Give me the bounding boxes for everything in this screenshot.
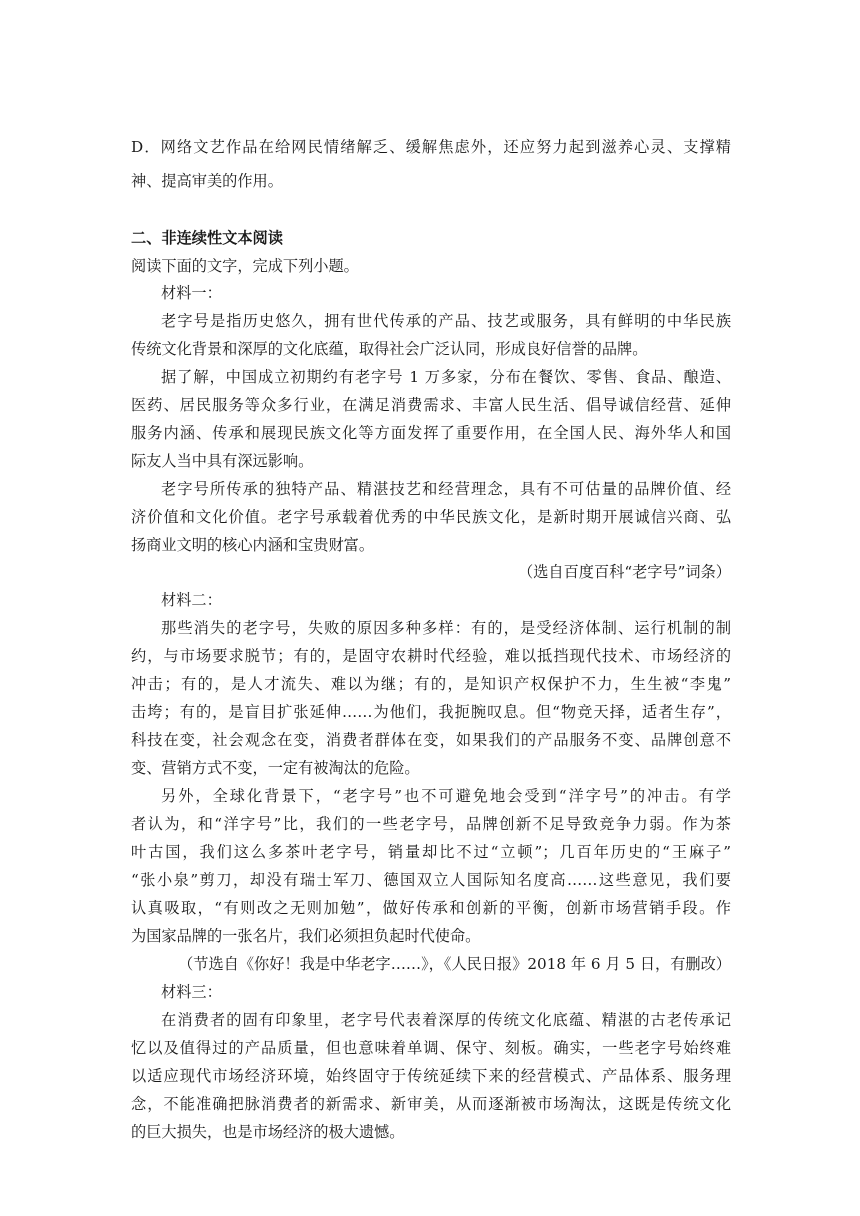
paragraph-line: 击垮；有的，是盲目扩张延伸……为他们，我扼腕叹息。但“物竞天择，适者生存”， bbox=[131, 703, 731, 721]
paragraph-line: 忆以及值得过的产品质量，但也意味着单调、保守、刻板。确实，一些老字号始终难 bbox=[131, 1039, 731, 1057]
paragraph-line: “张小泉”剪刀，却没有瑞士军刀、德国双立人国际知名度高……这些意见，我们要 bbox=[131, 871, 731, 889]
paragraph-line: 传统文化背景和深厚的文化底蕴，取得社会广泛认同，形成良好信誉的品牌。 bbox=[131, 340, 648, 358]
section-instruction: 阅读下面的文字，完成下列小题。 bbox=[131, 257, 359, 275]
paragraph-line: 扬商业文明的核心内涵和宝贵财富。 bbox=[131, 536, 374, 554]
paragraph-line: 老字号是指历史悠久，拥有世代传承的产品、技艺或服务，具有鲜明的中华民族 bbox=[161, 312, 731, 330]
paragraph-line: 认真吸取，“有则改之无则加勉”，做好传承和创新的平衡，创新市场营销手段。作 bbox=[131, 899, 731, 917]
paragraph-line: 冲击；有的，是人才流失、难以为继；有的，是知识产权保护不力，生生被“李鬼” bbox=[131, 675, 731, 693]
paragraph-line: 据了解，中国成立初期约有老字号 1 万多家，分布在餐饮、零售、食品、酿造、 bbox=[161, 368, 731, 386]
paragraph-line: 际友人当中具有深远影响。 bbox=[131, 452, 314, 470]
paragraph-line: 以适应现代市场经济环境，始终固守于传统延续下来的经营模式、产品体系、服务理 bbox=[131, 1067, 731, 1085]
paragraph-line: 为国家品牌的一张名片，我们必须担负起时代使命。 bbox=[131, 927, 481, 945]
paragraph-line: 科技在变，社会观念在变，消费者群体在变，如果我们的产品服务不变、品牌创意不 bbox=[131, 731, 731, 749]
paragraph-line: 老字号所传承的独特产品、精湛技艺和经营理念，具有不可估量的品牌价值、经 bbox=[161, 480, 731, 498]
section-heading: 二、非连续性文本阅读 bbox=[131, 229, 283, 247]
paragraph-line: 另外，全球化背景下，“老字号”也不可避免地会受到“洋字号”的冲击。有学 bbox=[161, 787, 731, 805]
paragraph-line: 念，不能准确把脉消费者的新需求、新审美，从而逐渐被市场淘汰，这既是传统文化 bbox=[131, 1095, 731, 1113]
paragraph-line: 那些消失的老字号，失败的原因多种多样：有的，是受经济体制、运行机制的制 bbox=[161, 619, 731, 637]
paragraph-line: 约，与市场要求脱节；有的，是固守农耕时代经验，难以抵挡现代技术、市场经济的 bbox=[131, 647, 731, 665]
source-citation: （节选自《你好！我是中华老字……》，《人民日报》2018 年 6 月 5 日，有删改） bbox=[178, 955, 731, 973]
paragraph-line: 在消费者的固有印象里，老字号代表着深厚的传统文化底蕴、精湛的古老传承记 bbox=[161, 1011, 731, 1029]
material-label: 材料一： bbox=[161, 284, 222, 302]
paragraph-line: 济价值和文化价值。老字号承载着优秀的中华民族文化，是新时期开展诚信兴商、弘 bbox=[131, 508, 731, 526]
material-label: 材料二： bbox=[161, 591, 222, 609]
paragraph-line: 服务内涵、传承和展现民族文化等方面发挥了重要作用，在全国人民、海外华人和国 bbox=[131, 424, 731, 442]
option-d-line: D．网络文艺作品在给网民情绪解乏、缓解焦虑外，还应努力起到滋养心灵、支撑精 bbox=[131, 138, 731, 156]
material-label: 材料三： bbox=[161, 983, 222, 1001]
paragraph-line: 变、营销方式不变，一定有被淘汰的危险。 bbox=[131, 759, 420, 777]
paragraph-line: 叶古国，我们这么多茶叶老字号，销量却比不过“立顿”；几百年历史的“王麻子” bbox=[131, 843, 731, 861]
paragraph-line: 者认为，和“洋字号”比，我们的一些老字号，品牌创新不足导致竞争力弱。作为茶 bbox=[131, 815, 731, 833]
source-citation: （选自百度百科“老字号”词条） bbox=[518, 563, 731, 581]
paragraph-line: 医药、居民服务等众多行业，在满足消费需求、丰富人民生活、倡导诚信经营、延伸 bbox=[131, 396, 731, 414]
option-d-line: 神、提高审美的作用。 bbox=[131, 172, 283, 190]
paragraph-line: 的巨大损失，也是市场经济的极大遗憾。 bbox=[131, 1123, 405, 1141]
